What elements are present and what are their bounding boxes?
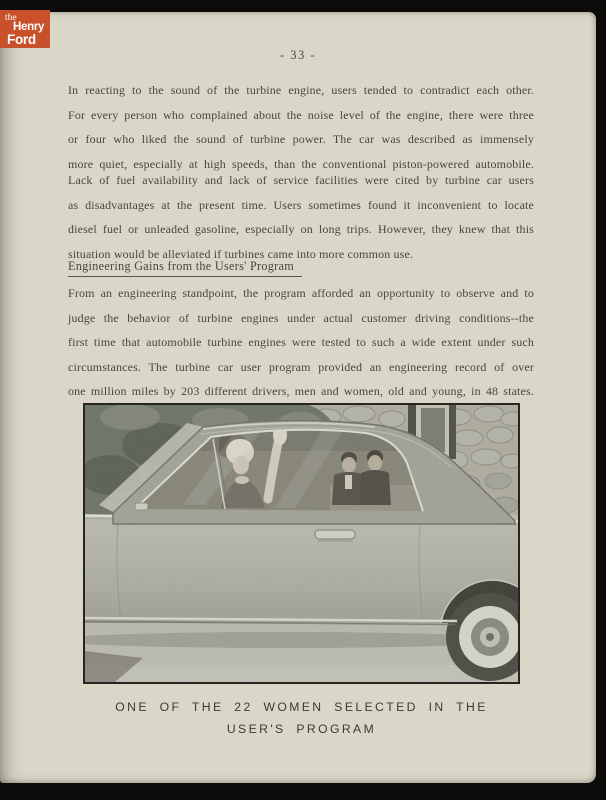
paragraph-engineering-gains [68, 281, 534, 404]
logo-word-ford: Ford [7, 32, 36, 47]
page-number: - 33 - [279, 48, 317, 62]
text-line: diesel fuel or unleaded gasoline, especially on long trips. However, they knew that this [68, 222, 534, 237]
text-line: more quiet, especially at high speeds, than the conventional piston-powered automobile. [68, 156, 534, 171]
turbine-car-photo [83, 403, 520, 684]
paragraph-fuel-availability [68, 168, 534, 266]
logo-word-the: the [5, 13, 17, 23]
section-heading-text: Engineering Gains from the Users' Program [68, 259, 302, 277]
photo-caption-line-1: ONE OF THE 22 WOMEN SELECTED IN THE [115, 700, 488, 714]
henry-ford-logo [0, 10, 50, 48]
logo-word-henry: Henry [13, 21, 45, 33]
text-line: From an engineering standpoint, the program afforded an opportunity to observe and to [68, 286, 534, 300]
photo-caption [83, 696, 520, 740]
text-line: Lack of fuel availability and lack of service facilities were cited by turbine car users [68, 173, 534, 187]
text-line: judge the behavior of turbine engines under actual customer driving conditions--the [68, 310, 534, 325]
text-line: In reacting to the sound of the turbine engine, users tended to contradict each other. [68, 83, 534, 97]
text-line: as disadvantages at the present time. Users sometimes found it inconvenient to locate [68, 197, 534, 212]
document-page [0, 12, 596, 783]
photo-caption-line-2: USER'S PROGRAM [226, 722, 377, 736]
text-line: or four who liked the sound of turbine power. The car was described as immensely [68, 132, 534, 147]
text-line: one million miles by 203 different drivers, men and women, old and young, in 48 states. [68, 384, 534, 399]
text-line: situation would be alleviated if turbines came into more common use. [68, 246, 414, 261]
paragraph-sound-reactions [68, 78, 534, 176]
text-line: For every person who complained about the noise level of the engine, there were three [68, 107, 534, 122]
photo-illustration [85, 405, 518, 682]
text-line: first time that automobile turbine engines were tested to such a wide extent under such [68, 335, 534, 350]
section-heading [68, 259, 302, 274]
text-line: circumstances. The turbine car user program provided an engineering record of over [68, 359, 534, 374]
